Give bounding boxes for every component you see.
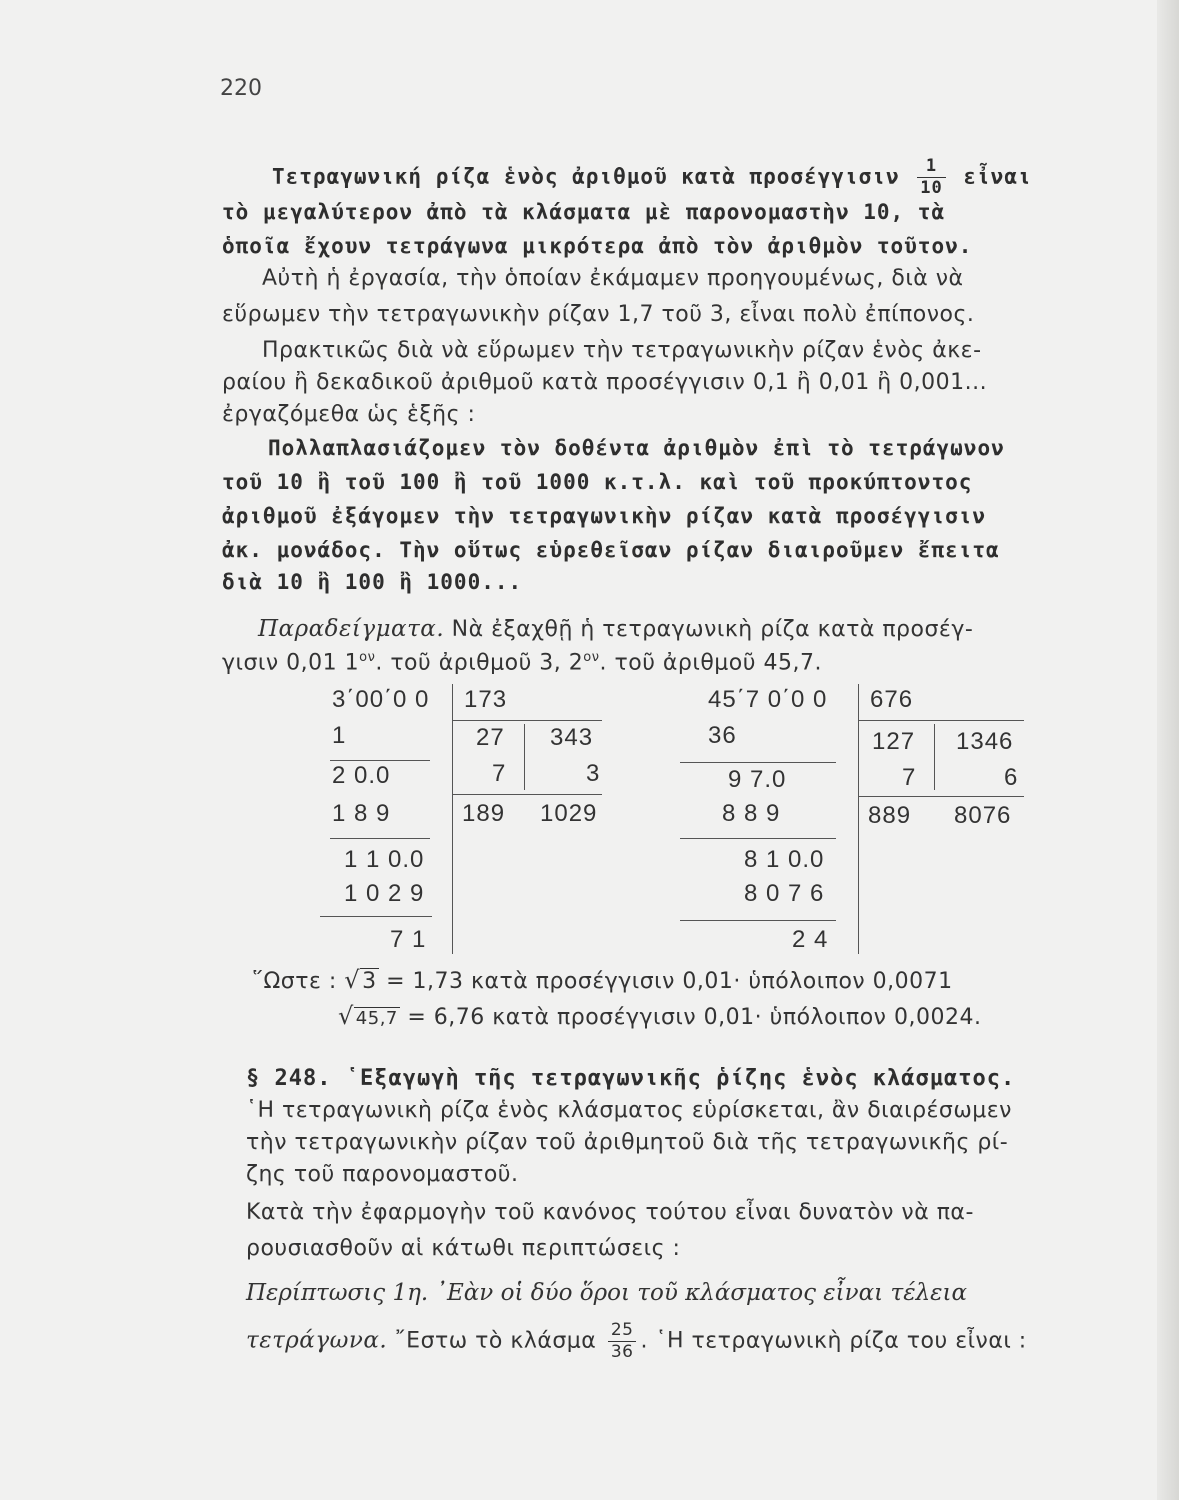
para4-line: ρουσιασθοῦν αἱ κάτωθι περιπτώσεις : bbox=[246, 1236, 681, 1261]
calc-step: 8 1 0.0 bbox=[744, 846, 825, 873]
examples-text: Νὰ ἐξαχθῇ ἡ τετραγωνικὴ ρίζα κατὰ προσέγ- bbox=[451, 617, 974, 642]
rule-line bbox=[452, 720, 602, 721]
case1-line-1: Περίπτωσις 1η. ᾿Εὰν οἱ δύο ὅροι τοῦ κλάσματος εἶναι τέλεια bbox=[246, 1280, 968, 1306]
examples-line-1 bbox=[258, 616, 973, 642]
rule-line bbox=[330, 760, 430, 761]
section-number: § 248. bbox=[246, 1066, 332, 1091]
divider-vertical bbox=[858, 684, 859, 954]
result-text: = 1,73 κατὰ προσέγγισιν 0,01· ὑπόλοιπον 0,0071 bbox=[386, 969, 953, 994]
calc-step: 1 1 0.0 bbox=[344, 846, 425, 873]
rule-line bbox=[858, 720, 1024, 721]
result-label: ῞Ωστε : bbox=[252, 969, 337, 994]
case1-text-end: . ῾Η τετραγωνικὴ ρίζα του εἶναι : bbox=[640, 1328, 1027, 1354]
para2-line: ραίου ἢ δεκαδικοῦ ἀριθμοῦ κατὰ προσέγγισιν 0,1 ἢ 0,01 ἢ 0,001... bbox=[222, 370, 988, 395]
root-result: 173 bbox=[464, 686, 508, 713]
para1-line: Αὐτὴ ἡ ἐργασία, τὴν ὁποίαν ἐκάμαμεν προηγουμένως, διὰ νὰ bbox=[262, 266, 964, 291]
trial-result: 189 bbox=[462, 800, 506, 827]
rule-bold-line: ἀριθμοῦ ἐξάγομεν τὴν τετραγωνικὴν ρίζαν κατὰ προσέγγισιν bbox=[222, 504, 987, 528]
fraction-numerator: 25 bbox=[610, 1320, 634, 1340]
rule-line-1-text: Τετραγωνική ρίζα ἑνὸς ἀριθμοῦ κατὰ προσέγγισιν bbox=[272, 164, 900, 189]
rule-bold-line: ἀκ. μονάδος. Τὴν οὕτως εὑρεθεῖσαν ρίζαν διαιροῦμεν ἔπειτα bbox=[222, 538, 1000, 562]
examples-line-2 bbox=[222, 650, 822, 675]
section-title: ῾Εξαγωγὴ τῆς τετραγωνικῆς ῥίζης ἑνὸς κλάσματος. bbox=[345, 1066, 1016, 1091]
rule-line-3: ὁποῖα ἔχουν τετράγωνα μικρότερα ἀπὸ τὸν ἀριθμὸν τοῦτον. bbox=[222, 234, 973, 258]
case1-line-2 bbox=[246, 1322, 1027, 1361]
result-line-2 bbox=[338, 1002, 981, 1030]
examples-text-a: γισιν 0,01 1 bbox=[222, 650, 360, 676]
page-number: 220 bbox=[220, 76, 262, 101]
case1-text: ῎Εστω τὸ κλάσμα bbox=[394, 1328, 597, 1354]
result-line-1 bbox=[252, 966, 953, 994]
ordinal-suffix: ον bbox=[359, 650, 376, 665]
para4-line: Κατὰ τὴν ἐφαρμογὴν τοῦ κανόνος τούτου εἶναι δυνατὸν νὰ πα- bbox=[246, 1200, 974, 1225]
trial-result: 1029 bbox=[540, 800, 598, 827]
calc-step: 8 0 7 6 bbox=[744, 880, 825, 907]
trial-divisor: 27 bbox=[476, 724, 505, 751]
fraction-25-36 bbox=[608, 1322, 637, 1361]
rule-line-1 bbox=[272, 158, 1032, 197]
calc-step: 3΄00΄0 0 bbox=[332, 686, 430, 713]
trial-digit: 7 bbox=[492, 760, 507, 787]
calc-step: 1 0 2 9 bbox=[344, 880, 425, 907]
section-line: τὴν τετραγωνικὴν ρίζαν τοῦ ἀριθμητοῦ διὰ τῆς τετραγωνικῆς ρί- bbox=[246, 1130, 1009, 1155]
fraction-numerator: 1 bbox=[925, 156, 938, 176]
sqrt-symbol: √ bbox=[344, 966, 361, 994]
case1-term: τετράγωνα. bbox=[246, 1327, 388, 1354]
calc-step: 36 bbox=[708, 722, 737, 749]
rule-bold-line: τοῦ 10 ἢ τοῦ 100 ἢ τοῦ 1000 κ.τ.λ. καὶ τοῦ προκύπτοντος bbox=[222, 470, 973, 494]
para2-line: Πρακτικῶς διὰ νὰ εὕρωμεν τὴν τετραγωνικὴν ρίζαν ἑνὸς ἀκε- bbox=[262, 338, 982, 363]
fraction-denominator: 36 bbox=[608, 1341, 637, 1361]
rule-line bbox=[858, 796, 1024, 797]
calc-step: 9 7.0 bbox=[728, 766, 787, 793]
page-edge-shadow bbox=[1157, 0, 1179, 1500]
examples-label: Παραδείγματα. bbox=[258, 616, 445, 642]
section-line: ζης τοῦ παρονομαστοῦ. bbox=[246, 1162, 519, 1187]
calc-remainder: 7 1 bbox=[390, 926, 427, 953]
trial-digit: 6 bbox=[1004, 764, 1019, 791]
fraction-one-tenth bbox=[917, 158, 945, 197]
rule-line-2: τὸ μεγαλύτερον ἀπὸ τὰ κλάσματα μὲ παρονομαστὴν 10, τὰ bbox=[222, 200, 946, 224]
trial-digit: 3 bbox=[586, 760, 601, 787]
rule-bold-line: διὰ 10 ἢ 100 ἢ 1000... bbox=[222, 570, 523, 594]
calc-remainder: 2 4 bbox=[792, 926, 829, 953]
trial-product: 1346 bbox=[956, 728, 1014, 755]
examples-text-c: . τοῦ ἀριθμοῦ 45,7. bbox=[599, 650, 822, 676]
divider-vertical bbox=[524, 724, 525, 790]
calc-step: 45΄7 0΄0 0 bbox=[708, 686, 828, 713]
trial-result: 889 bbox=[868, 802, 912, 829]
rule-line bbox=[330, 838, 430, 839]
divider-vertical bbox=[452, 684, 453, 954]
rule-line bbox=[680, 762, 836, 763]
calc-step: 1 bbox=[332, 722, 347, 749]
examples-text-b: . τοῦ ἀριθμοῦ 3, 2 bbox=[375, 650, 584, 676]
para2-line: ἐργαζόμεθα ὡς ἑξῆς : bbox=[222, 402, 476, 427]
rule-bold-line: Πολλαπλασιάζομεν τὸν δοθέντα ἀριθμὸν ἐπὶ τὸ τετράγωνον bbox=[268, 436, 1005, 460]
calc-step: 1 8 9 bbox=[332, 800, 391, 827]
sqrt-radicand: 3 bbox=[362, 969, 377, 994]
divider-vertical bbox=[934, 724, 935, 790]
section-line: ῾Η τετραγωνικὴ ρίζα ἑνὸς κλάσματος εὑρίσκεται, ἂν διαιρέσωμεν bbox=[246, 1098, 1012, 1123]
para1-line: εὕρωμεν τὴν τετραγωνικὴν ρίζαν 1,7 τοῦ 3, εἶναι πολὺ ἐπίπονος. bbox=[222, 302, 975, 327]
trial-digit: 7 bbox=[902, 764, 917, 791]
result-text: = 6,76 κατὰ προσέγγισιν 0,01· ὑπόλοιπον 0,0024. bbox=[407, 1005, 982, 1030]
calc-step: 8 8 9 bbox=[722, 800, 781, 827]
trial-divisor: 127 bbox=[872, 728, 916, 755]
ordinal-suffix: ον bbox=[583, 650, 600, 665]
rule-line-1-end: εἶναι bbox=[963, 164, 1032, 189]
sqrt-radicand: 45,7 bbox=[355, 1008, 398, 1029]
section-heading bbox=[246, 1066, 1015, 1091]
rule-line bbox=[452, 794, 602, 795]
trial-product: 343 bbox=[550, 724, 594, 751]
rule-line bbox=[680, 920, 836, 921]
trial-result: 8076 bbox=[954, 802, 1012, 829]
calc-step: 2 0.0 bbox=[332, 762, 391, 789]
root-result: 676 bbox=[870, 686, 914, 713]
sqrt-symbol: √ bbox=[338, 1002, 354, 1030]
fraction-denominator: 10 bbox=[917, 177, 945, 197]
rule-line bbox=[680, 838, 836, 839]
rule-line bbox=[320, 916, 432, 917]
